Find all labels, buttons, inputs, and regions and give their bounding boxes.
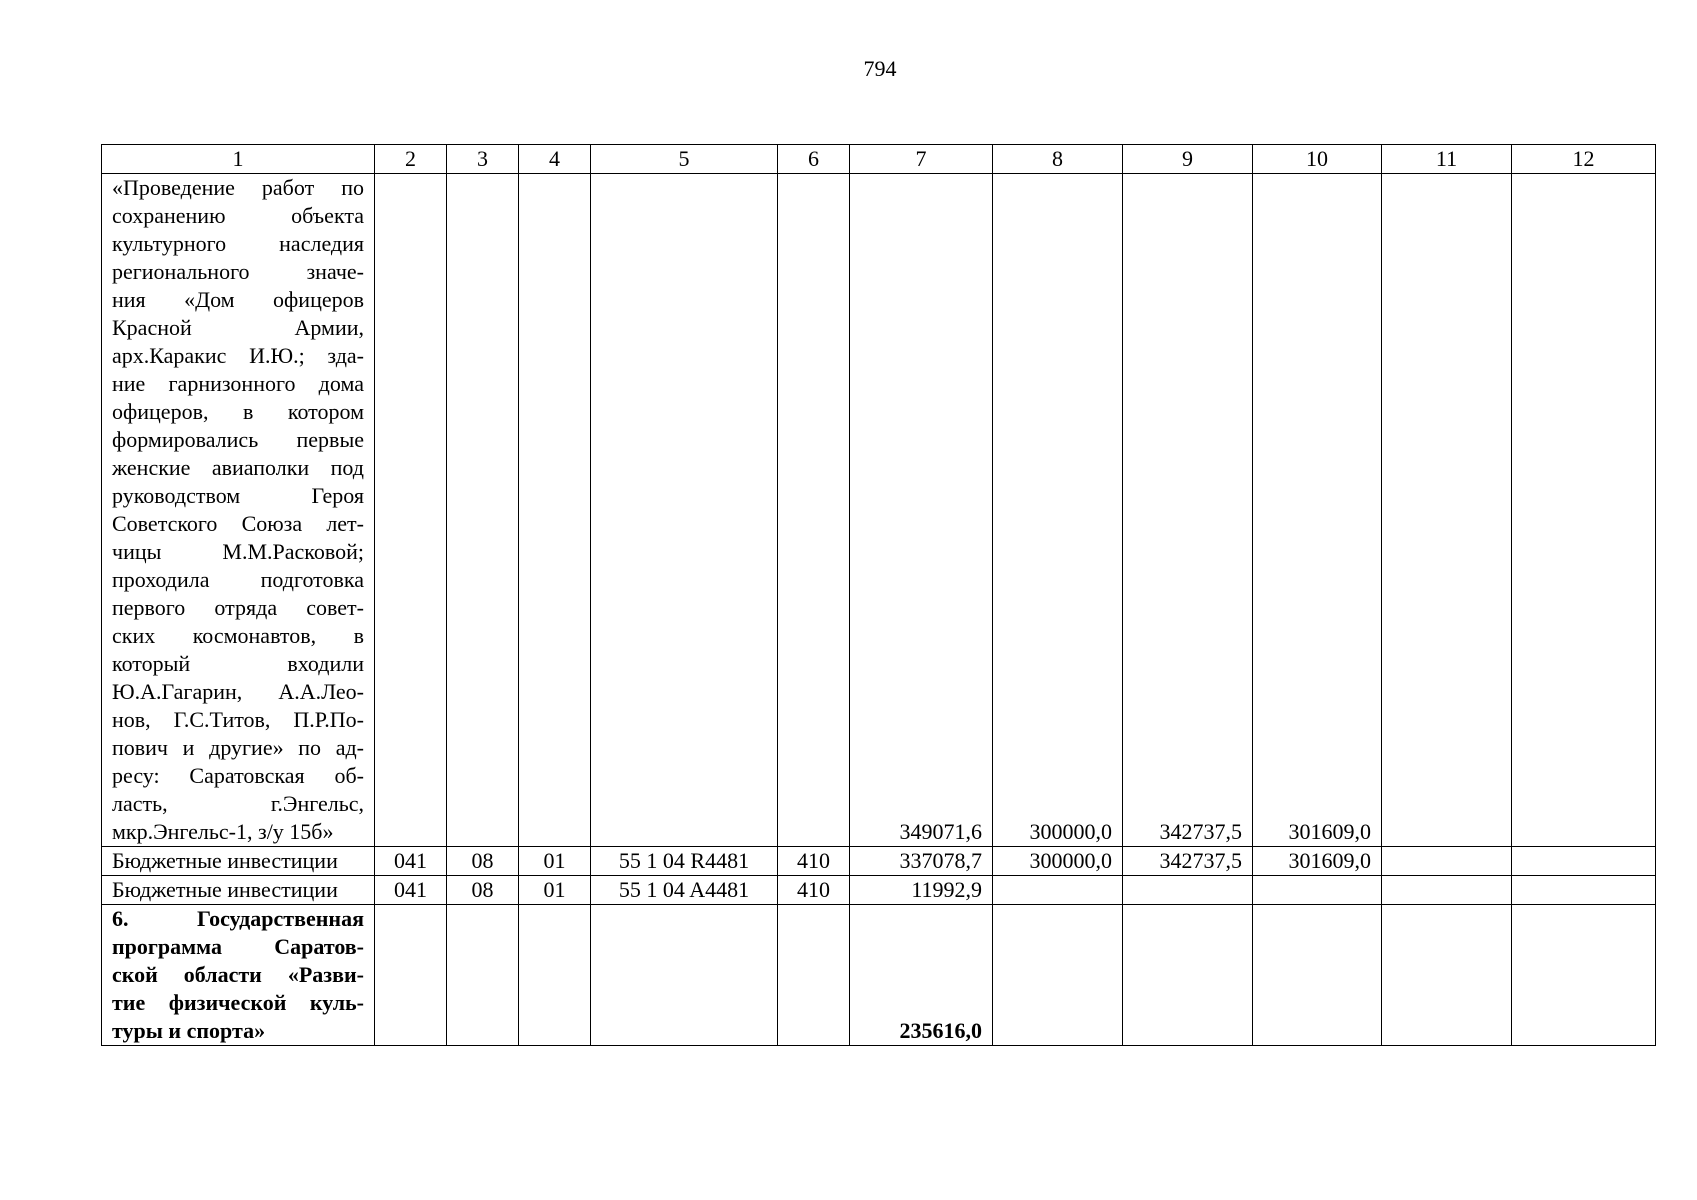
name-line: проходила подготовка <box>112 567 364 592</box>
table-row <box>102 905 1656 1046</box>
table-row <box>102 847 1656 876</box>
cell-amount: 235616,0 <box>850 905 993 1046</box>
header-cell: 7 <box>850 145 993 174</box>
header-row <box>102 145 1656 174</box>
cell-amount <box>1512 876 1656 905</box>
name-line: руководством Героя <box>112 483 364 508</box>
cell-amount: 342737,5 <box>1123 847 1253 876</box>
cell-amount: 349071,6 <box>850 174 993 847</box>
row-name-cell: Бюджетные инвестиции <box>102 847 375 876</box>
name-line: ской области «Разви- <box>112 962 364 987</box>
name-line: «Проведение работ по <box>112 175 364 200</box>
cell-expense-type: 410 <box>778 847 850 876</box>
cell-expense-type: 410 <box>778 876 850 905</box>
name-line: мкр.Энгельс-1, з/у 15б» <box>112 819 334 844</box>
cell-amount <box>1512 174 1656 847</box>
cell-target-article: 55 1 04 A4481 <box>591 876 778 905</box>
cell-ministry: 041 <box>375 876 447 905</box>
cell-ministry: 041 <box>375 847 447 876</box>
name-line: культурного наследия <box>112 231 364 256</box>
cell-expense-type <box>778 174 850 847</box>
name-line: ских космонавтов, в <box>112 623 364 648</box>
cell-amount <box>1382 847 1512 876</box>
name-line: чицы М.М.Расковой; <box>112 539 364 564</box>
name-line: который входили <box>112 651 364 676</box>
cell-subsection: 01 <box>519 876 591 905</box>
name-line: офицеров, в котором <box>112 399 364 424</box>
cell-amount <box>993 905 1123 1046</box>
name-line: ласть, г.Энгельс, <box>112 791 364 816</box>
name-line: женские авиаполки под <box>112 455 364 480</box>
row-name-cell: Бюджетные инвестиции <box>102 876 375 905</box>
name-line: Ю.А.Гагарин, А.А.Лео- <box>112 679 364 704</box>
cell-amount: 301609,0 <box>1253 847 1382 876</box>
cell-section: 08 <box>447 876 519 905</box>
cell-amount: 342737,5 <box>1123 174 1253 847</box>
name-line: ресу: Саратовская об- <box>112 763 364 788</box>
cell-section <box>447 905 519 1046</box>
name-line: формировались первые <box>112 427 364 452</box>
name-line: первого отряда совет- <box>112 595 364 620</box>
header-cell: 6 <box>778 145 850 174</box>
cell-amount: 11992,9 <box>850 876 993 905</box>
name-line: пович и другие» по ад- <box>112 735 364 760</box>
name-line: тие физической куль- <box>112 990 364 1015</box>
name-line: ние гарнизонного дома <box>112 371 364 396</box>
cell-ministry <box>375 174 447 847</box>
cell-amount <box>1253 876 1382 905</box>
cell-target-article <box>591 174 778 847</box>
name-line: нов, Г.С.Титов, П.Р.По- <box>112 707 364 732</box>
table-row <box>102 174 1656 847</box>
page-number: 794 <box>863 56 897 81</box>
cell-expense-type <box>778 905 850 1046</box>
name-line: Советского Союза лет- <box>112 511 364 536</box>
cell-subsection <box>519 905 591 1046</box>
cell-amount <box>1382 876 1512 905</box>
cell-subsection <box>519 174 591 847</box>
cell-target-article: 55 1 04 R4481 <box>591 847 778 876</box>
header-cell: 3 <box>447 145 519 174</box>
header-cell: 10 <box>1253 145 1382 174</box>
cell-amount: 300000,0 <box>993 847 1123 876</box>
header-cell: 8 <box>993 145 1123 174</box>
cell-subsection: 01 <box>519 847 591 876</box>
cell-amount: 300000,0 <box>993 174 1123 847</box>
name-line: программа Саратов- <box>112 934 364 959</box>
cell-section: 08 <box>447 847 519 876</box>
header-cell: 2 <box>375 145 447 174</box>
cell-ministry <box>375 905 447 1046</box>
budget-table <box>101 144 1656 1046</box>
cell-amount <box>1123 876 1253 905</box>
name-line: ния «Дом офицеров <box>112 287 364 312</box>
cell-section <box>447 174 519 847</box>
cell-amount <box>1253 905 1382 1046</box>
name-line: Красной Армии, <box>112 315 364 340</box>
cell-amount: 337078,7 <box>850 847 993 876</box>
cell-amount: 301609,0 <box>1253 174 1382 847</box>
cell-amount <box>1123 905 1253 1046</box>
cell-amount <box>1512 905 1656 1046</box>
cell-target-article <box>591 905 778 1046</box>
header-cell: 1 <box>102 145 375 174</box>
header-cell: 5 <box>591 145 778 174</box>
header-cell: 9 <box>1123 145 1253 174</box>
header-cell: 11 <box>1382 145 1512 174</box>
name-line: регионального значе- <box>112 259 364 284</box>
cell-amount <box>1382 174 1512 847</box>
name-line: сохранению объекта <box>112 203 364 228</box>
cell-amount <box>1512 847 1656 876</box>
name-line: 6. Государственная <box>112 906 364 931</box>
header-cell: 12 <box>1512 145 1656 174</box>
cell-amount <box>993 876 1123 905</box>
header-cell: 4 <box>519 145 591 174</box>
name-line: арх.Каракис И.Ю.; зда- <box>112 343 364 368</box>
row-name-cell <box>102 905 375 1046</box>
row-name-cell <box>102 174 375 847</box>
cell-amount <box>1382 905 1512 1046</box>
name-line: туры и спорта» <box>112 1018 266 1043</box>
table-row <box>102 876 1656 905</box>
